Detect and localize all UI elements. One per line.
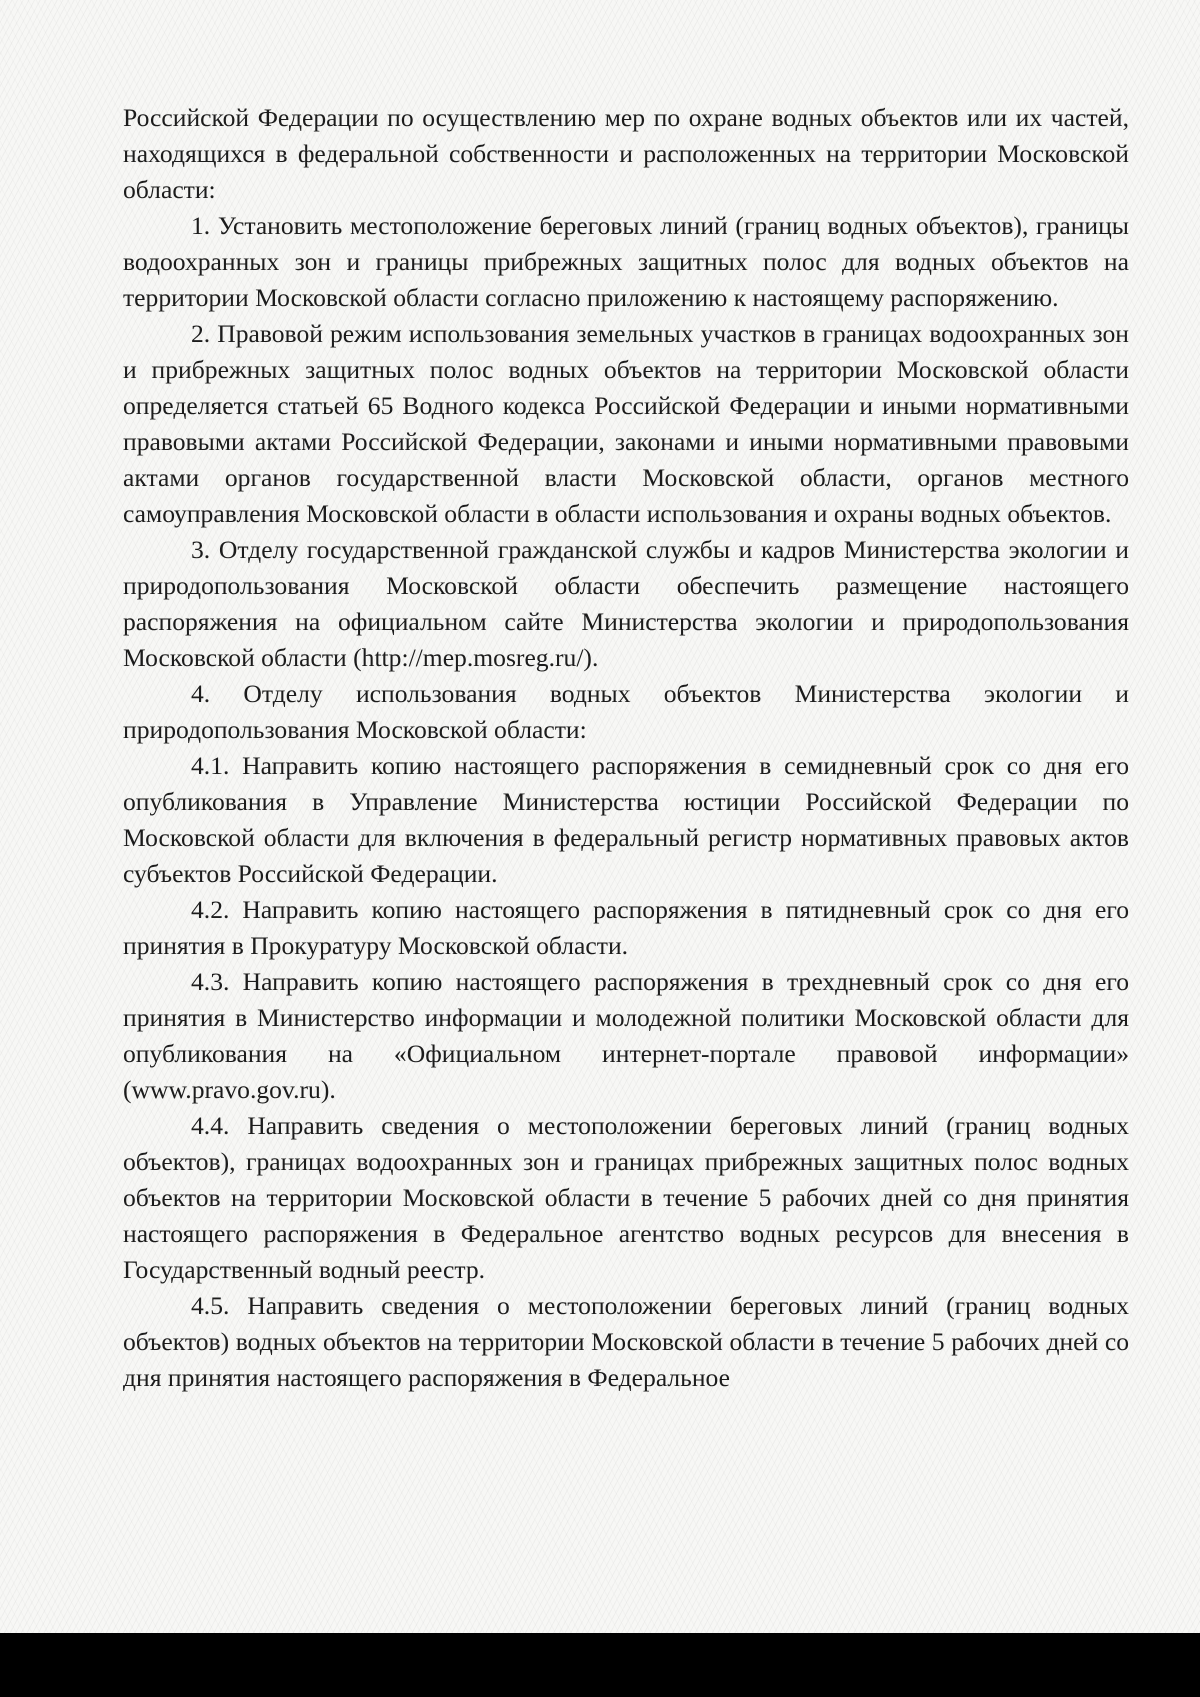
paragraph-item-4-1: 4.1. Направить копию настоящего распоряжения в семидневный срок со дня его опубликования в Управление Министерства юстиции Российской Федерации по Московской области для включения в федеральный регистр нормативных правовых актов субъектов Российской Федерации. — [123, 751, 1129, 888]
paragraph-intro: Российской Федерации по осуществлению мер по охране водных объектов или их частей, находящихся в федеральной собственности и расположенных на территории Московской области: — [123, 103, 1129, 204]
scan-border-band — [0, 1633, 1200, 1697]
paragraph-item-4: 4. Отделу использования водных объектов Министерства экологии и природопользования Московской области: — [123, 679, 1129, 744]
paragraph-item-1: 1. Установить местоположение береговых линий (границ водных объектов), границы водоохранных зон и границы прибрежных защитных полос для водных объектов на территории Московской области согласно приложению к настоящему распоряжению. — [123, 211, 1129, 312]
document-body — [123, 100, 1129, 1396]
paragraph-item-4-4: 4.4. Направить сведения о местоположении береговых линий (границ водных объектов), границах водоохранных зон и границах прибрежных защитных полос водных объектов на территории Московской области в течение 5 рабочих дней со дня принятия настоящего распоряжения в Федеральное агентство водных ресурсов для внесения в Государственный водный реестр. — [123, 1111, 1129, 1284]
paragraph-item-2: 2. Правовой режим использования земельных участков в границах водоохранных зон и прибрежных защитных полос водных объектов на территории Московской области определяется статьей 65 Водного кодекса Российской Федерации и иными нормативными правовыми актами Российской Федерации, законами и иными нормативными правовыми актами органов государственной власти Московской области, органов местного самоуправления Московской области в области использования и охраны водных объектов. — [123, 319, 1129, 528]
paragraph-item-4-2: 4.2. Направить копию настоящего распоряжения в пятидневный срок со дня его принятия в Прокуратуру Московской области. — [123, 895, 1129, 960]
paragraph-item-4-3: 4.3. Направить копию настоящего распоряжения в трехдневный срок со дня его принятия в Министерство информации и молодежной политики Московской области для опубликования на «Официальном интернет-портале правовой информации» (www.pravo.gov.ru). — [123, 967, 1129, 1104]
paragraph-item-4-5: 4.5. Направить сведения о местоположении береговых линий (границ водных объектов) водных объектов на территории Московской области в течение 5 рабочих дней со дня принятия настоящего распоряжения в Федеральное — [123, 1291, 1129, 1392]
paragraph-item-3: 3. Отделу государственной гражданской службы и кадров Министерства экологии и природопользования Московской области обеспечить размещение настоящего распоряжения на официальном сайте Министерства экологии и природопользования Московской области (http://mep.mosreg.ru/). — [123, 535, 1129, 672]
